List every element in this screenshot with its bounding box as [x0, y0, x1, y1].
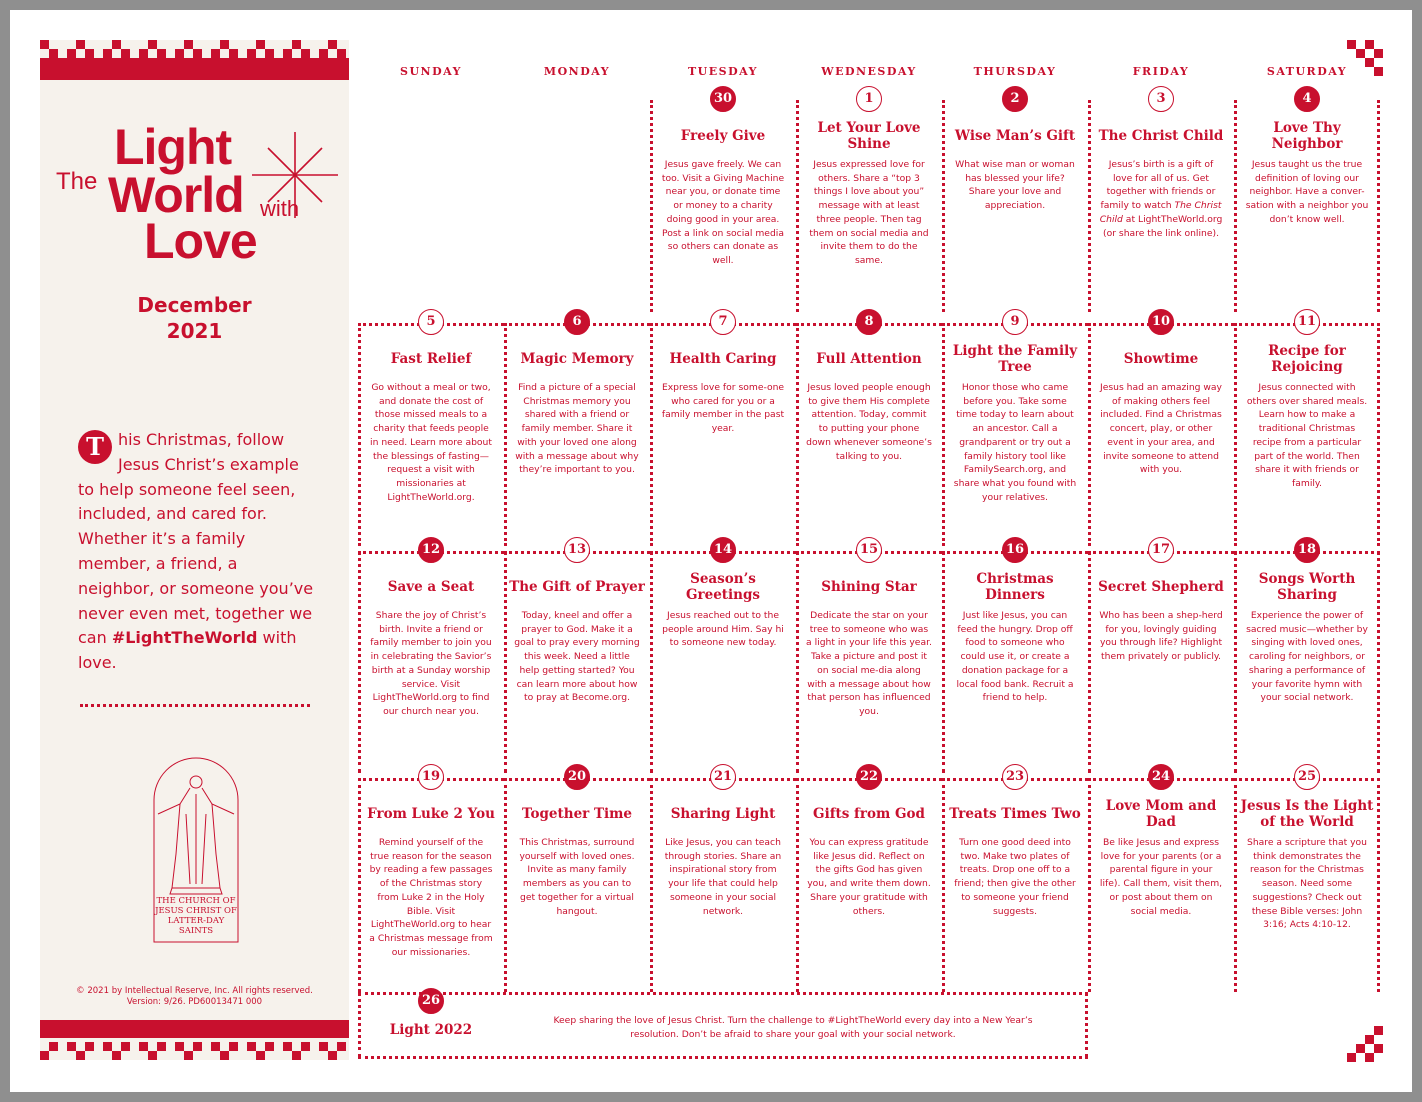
- cell-border-right: [1377, 551, 1380, 773]
- day-description: [514, 836, 640, 918]
- day-description-text: Jesus reached out to the people around Him. Say hi to someone new today.: [662, 610, 784, 649]
- day-description: [1244, 836, 1370, 932]
- day-description-text: Turn one good deed into two. Make two plates of treats. Drop one off to a friend; then give the other to someone your friend suggests.: [954, 837, 1076, 917]
- day-description: [806, 609, 932, 719]
- day-description-text: Like Jesus, you can teach through stories. Share an inspirational story from your life that could help someone in your social network.: [664, 837, 782, 917]
- day-description: [806, 381, 932, 463]
- day-header-tuesday: TUESDAY: [688, 65, 758, 78]
- cell-border-top: [358, 992, 1088, 995]
- date-number-badge: 20: [564, 764, 590, 790]
- day-description-text: Share the joy of Christ’s birth. Invite a friend or family member to join you in celebrating the Savior’s birth at a Sunday worship service. Visit LightTheWorld.org to find our church near you.: [370, 610, 492, 717]
- checker-corner-bottom-right: [1347, 1026, 1383, 1062]
- day-header-friday: FRIDAY: [1132, 65, 1190, 78]
- day-description: [514, 381, 640, 477]
- logo-word-light: Light: [114, 119, 232, 175]
- date-number-badge: 15: [856, 537, 882, 563]
- sidebar-panel: [40, 40, 349, 1060]
- day-title: Season’s Greetings: [685, 571, 761, 603]
- logo-word-love: Love: [144, 213, 257, 269]
- date-number-badge: 21: [710, 764, 736, 790]
- day-cell-23: [942, 769, 1088, 992]
- date-number-badge: 16: [1002, 537, 1028, 563]
- day-title: Love Thy Neighbor: [1271, 120, 1343, 152]
- day-header-monday: MONDAY: [543, 65, 611, 78]
- cell-border-left: [1088, 100, 1091, 312]
- day-cell-7: [650, 314, 796, 546]
- day-cell-13: [504, 542, 650, 773]
- day-description: [368, 381, 494, 504]
- intro-text: his Christmas, follow Jesus Christ’s example to help someone feel seen, included, and cared for. Whether it’s a family member, a friend, a neighbor, or someone you’ve never even met, together we can: [78, 430, 314, 648]
- logo-word-the: The: [56, 168, 98, 195]
- day-cell-24: [1088, 769, 1234, 992]
- day-description: [660, 609, 786, 650]
- day-description-text: Jesus taught us the true definition of loving our neighbor. Have a conver-sation with a neighbor you don’t know well.: [1245, 159, 1369, 225]
- day-title: Magic Memory: [520, 351, 634, 367]
- date-number-badge: 9: [1002, 309, 1028, 335]
- date-number-badge: 30: [710, 86, 736, 112]
- day-description: [368, 836, 494, 959]
- day-title: Showtime: [1123, 351, 1199, 367]
- cell-border-right: [1377, 323, 1380, 546]
- church-name: THE CHURCH OF JESUS CHRIST OF LATTER-DAY SAINTS: [155, 896, 237, 936]
- day-description: Keep sharing the love of Jesus Christ. Turn the challenge to #LightTheWorld every day into a New Year’s resolution. Don’t be afraid to share your goal with your social network.: [553, 1015, 1033, 1040]
- day-cell-2: [942, 91, 1088, 312]
- date-number-badge: 22: [856, 764, 882, 790]
- day-title: Together Time: [521, 806, 633, 822]
- date-number-badge: 26: [418, 988, 444, 1014]
- date-number-badge: 17: [1148, 537, 1174, 563]
- date-number-badge: 3: [1148, 86, 1174, 112]
- day-cell-8: [796, 314, 942, 546]
- date-number-badge: 5: [418, 309, 444, 335]
- day-cell-14: [650, 542, 796, 773]
- date-number-badge: 10: [1148, 309, 1174, 335]
- day-description-text: Be like Jesus and express love for your parents (or a parental figure in your life). Call them, visit them, or post about them on social media.: [1099, 837, 1223, 917]
- day-cell-20: [504, 769, 650, 992]
- day-description-text: Jesus loved people enough to give them His complete attention. Today, commit to putting your phone down whenever someone’s talking to you.: [806, 382, 932, 462]
- day-description-text: Express love for some-one who cared for you or a family member in the past year.: [661, 382, 785, 435]
- day-description: [1244, 158, 1370, 227]
- day-title: Light 2022: [389, 1022, 473, 1038]
- day-title: Wise Man’s Gift: [954, 128, 1076, 144]
- day-cell-18: [1234, 542, 1380, 773]
- date-number-badge: 7: [710, 309, 736, 335]
- day-description-text: Experience the power of sacred music—whether by singing with loved ones, caroling for neighbors, or sharing a performance of your favorite hymn with your social network.: [1246, 610, 1368, 704]
- cell-border-bottom: [358, 1056, 1088, 1059]
- day-description-text: Find a picture of a special Christmas memory you shared with a friend or family member. Share it with your loved one along with a message about why they’re important to you.: [515, 382, 639, 476]
- date-number-badge: 25: [1294, 764, 1320, 790]
- intro-tail: with love.: [78, 628, 297, 673]
- day-title: Jesus Is the Light of the World: [1240, 798, 1374, 830]
- cell-border-right: [1377, 778, 1380, 992]
- day-description: [952, 836, 1078, 918]
- day-title: The Christ Child: [1098, 128, 1224, 144]
- day-description-text: Go without a meal or two, and donate the cost of those missed meals to a charity that feeds people in need. Learn more about the blessings of fasting—request a visit with missionaries at LightTheWorld.org.: [370, 382, 492, 503]
- cell-border-left: [1088, 551, 1091, 773]
- day-description: [514, 609, 640, 705]
- day-title: Gifts from God: [813, 806, 925, 822]
- day-cell-4: [1234, 91, 1380, 312]
- cell-border-left: [1088, 323, 1091, 546]
- day-cell-15: [796, 542, 942, 773]
- day-description-text: This Christmas, surround yourself with loved ones. Invite as many family members as you can to get together for a virtual hangout.: [519, 837, 635, 917]
- day-description-text: Share a scripture that you think demonstrates the reason for the Christmas season. Need some suggestions? Check out these Bible verses: John 3:16; Acts 4:10-12.: [1246, 837, 1368, 931]
- date-number-badge: 4: [1294, 86, 1320, 112]
- day-description-text: Jesus’s birth is a gift of love for all of us. Get together with friends or family to watch: [1100, 159, 1216, 212]
- day-description-text: Honor those who came before you. Take some time today to learn about an ancestor. Call a grandparent or try out a family history tool like FamilySearch.org, and share what you found with your relatives.: [953, 382, 1077, 503]
- cell-border-left: [1234, 323, 1237, 546]
- day-description: [368, 609, 494, 719]
- day-title: Freely Give: [680, 128, 766, 144]
- day-description: [1098, 158, 1224, 240]
- calendar-page: [10, 10, 1412, 1092]
- month-label: December: [137, 293, 252, 317]
- day-header-sunday: SUNDAY: [400, 65, 462, 78]
- cell-border-left: [650, 100, 653, 312]
- dotted-divider: [80, 704, 310, 707]
- day-cell-16: [942, 542, 1088, 773]
- day-cell-12: [358, 542, 504, 773]
- date-number-badge: 18: [1294, 537, 1320, 563]
- cell-border-left: [942, 100, 945, 312]
- logo-word-world: World: [108, 167, 244, 223]
- date-number-badge: 24: [1148, 764, 1174, 790]
- day-description-text: Who has been a shep-herd for you, lovingly guiding you through life? Highlight them privately or publicly.: [1099, 610, 1223, 663]
- day-description: [952, 609, 1078, 705]
- day-title: Sharing Light: [670, 806, 776, 822]
- day-description-tail: at LightTheWorld.org (or share the link online).: [1103, 213, 1223, 239]
- day-description: [1244, 381, 1370, 491]
- version-line: Version: 9/26. PD60013471 000: [126, 997, 263, 1007]
- cell-border-left: [796, 778, 799, 992]
- date-number-badge: 14: [710, 537, 736, 563]
- checker-border-bottom: [40, 1020, 349, 1060]
- day-description-text: Jesus connected with others over shared meals. Learn how to make a traditional Christmas recipe from a particular part of the world. Then share it with friends or family.: [1246, 382, 1368, 489]
- date-number-badge: 1: [856, 86, 882, 112]
- day-description: [806, 836, 932, 918]
- day-header-thursday: THURSDAY: [973, 65, 1057, 78]
- year-label: 2021: [166, 319, 223, 343]
- day-title: The Gift of Prayer: [509, 579, 645, 595]
- day-title: Christmas Dinners: [976, 571, 1054, 603]
- cell-border-left: [942, 323, 945, 546]
- date-number-badge: 23: [1002, 764, 1028, 790]
- day-description: [660, 158, 786, 268]
- date-number-badge: 13: [564, 537, 590, 563]
- day-title: Fast Relief: [390, 351, 472, 367]
- cell-border-left: [1234, 778, 1237, 992]
- day-title: Love Mom and Dad: [1105, 798, 1217, 830]
- day-description: [1098, 381, 1224, 477]
- copyright-notice: [40, 986, 349, 1008]
- cell-border-left: [796, 100, 799, 312]
- light-the-world-logo: [50, 120, 340, 270]
- cell-border-right: [1377, 100, 1380, 312]
- day-title: Songs Worth Sharing: [1258, 571, 1356, 603]
- day-title: Light the Family Tree: [952, 343, 1078, 375]
- cell-border-left: [358, 323, 361, 546]
- day-cell-17: [1088, 542, 1234, 773]
- day-title: From Luke 2 You: [367, 806, 495, 822]
- date-number-badge: 2: [1002, 86, 1028, 112]
- day-cell-25: [1234, 769, 1380, 992]
- cell-border-left: [1234, 100, 1237, 312]
- day-cell-21: [650, 769, 796, 992]
- cell-border-left: [1234, 551, 1237, 773]
- cell-border-left: [1088, 778, 1091, 992]
- day-description: [660, 836, 786, 918]
- day-description-text: Jesus expressed love for others. Share a “top 3 things I love about you” message with at least three people. Then tag them on social media and invite them to do the same.: [809, 159, 929, 266]
- star-icon: [250, 130, 340, 220]
- cell-border-left: [358, 992, 361, 1058]
- day-cell-9: [942, 314, 1088, 546]
- day-description-text: Dedicate the star on your tree to someone who was a light in your life this year. Take a picture and post it on social me-dia along with a message about how that person has influenced you.: [806, 610, 932, 717]
- intro-hashtag: #LightTheWorld: [111, 628, 258, 648]
- day-cell-11: [1234, 314, 1380, 546]
- day-description: [806, 158, 932, 268]
- day-description-italic: The Christ Child: [1099, 200, 1222, 225]
- day-cell-26: [358, 992, 1088, 1058]
- day-cell-19: [358, 769, 504, 992]
- day-description: [660, 381, 786, 436]
- day-description: [1244, 609, 1370, 705]
- day-title: Secret Shepherd: [1098, 579, 1224, 595]
- date-number-badge: 12: [418, 537, 444, 563]
- cell-border-left: [504, 778, 507, 992]
- day-title: Health Caring: [669, 351, 777, 367]
- day-title: Full Attention: [816, 351, 922, 367]
- date-number-badge: 8: [856, 309, 882, 335]
- cell-border-left: [650, 551, 653, 773]
- copyright-line: © 2021 by Intellectual Reserve, Inc. All rights reserved.: [76, 986, 313, 996]
- day-description: [952, 158, 1078, 213]
- cell-border-left: [942, 778, 945, 992]
- day-description-text: Today, kneel and offer a prayer to God. Make it a goal to pray every morning this week. Need a little help getting started? You can learn more about how to pray at Become.org.: [514, 610, 640, 704]
- cell-border-left: [650, 323, 653, 546]
- day-cell-30: [650, 91, 796, 312]
- cell-border-left: [942, 551, 945, 773]
- day-description-text: What wise man or woman has blessed your life? Share your love and appreciation.: [955, 159, 1075, 212]
- day-title: Recipe for Rejoicing: [1268, 343, 1346, 375]
- day-cell-5: [358, 314, 504, 546]
- day-description-text: Jesus gave freely. We can too. Visit a Giving Machine near you, or donate time or money to a charity doing good in your area. Post a link on social media so others can donate as well.: [661, 159, 785, 266]
- church-logo-christus-icon: [150, 754, 242, 944]
- day-title: Treats Times Two: [949, 806, 1081, 822]
- day-header-wednesday: WEDNESDAY: [821, 65, 917, 78]
- date-number-badge: 19: [418, 764, 444, 790]
- cell-border-left: [796, 551, 799, 773]
- day-header-saturday: SATURDAY: [1266, 65, 1348, 78]
- month-year-heading: [40, 292, 349, 344]
- day-title: Save a Seat: [387, 579, 475, 595]
- cell-border-right: [1085, 992, 1088, 1058]
- day-cell-3: [1088, 91, 1234, 312]
- cell-border-left: [504, 323, 507, 546]
- intro-paragraph: [78, 428, 318, 676]
- day-description: [1098, 836, 1224, 918]
- day-cell-10: [1088, 314, 1234, 546]
- logo-word-with: with: [260, 196, 300, 221]
- day-description-text: Jesus had an amazing way of making others feel included. Find a Christmas concert, play, or other event in your area, and invite someone to attend with you.: [1100, 382, 1222, 476]
- day-description: [1098, 609, 1224, 664]
- cell-border-left: [358, 778, 361, 992]
- day-description-text: Remind yourself of the true reason for the season by reading a few passages of the Christmas story from Luke 2 in the Holy Bible. Visit LightTheWorld.org to hear a Christmas message from our missionaries.: [369, 837, 493, 958]
- date-number-badge: 6: [564, 309, 590, 335]
- cell-border-left: [504, 551, 507, 773]
- cell-border-left: [650, 778, 653, 992]
- day-cell-1: [796, 91, 942, 312]
- cell-border-left: [358, 551, 361, 773]
- checker-border-top: [40, 40, 349, 80]
- day-cell-6: [504, 314, 650, 546]
- cell-border-left: [796, 323, 799, 546]
- day-title: Shining Star: [821, 579, 917, 595]
- dropcap-letter: T: [78, 430, 112, 464]
- day-title: Let Your Love Shine: [817, 120, 921, 152]
- day-description-text: Just like Jesus, you can feed the hungry. Drop off food to someone who could use it, or create a donation package for a local food bank. Recruit a friend to help.: [956, 610, 1074, 704]
- date-number-badge: 11: [1294, 309, 1320, 335]
- day-cell-22: [796, 769, 942, 992]
- day-description: [952, 381, 1078, 504]
- day-description-text: You can express gratitude like Jesus did. Reflect on the gifts God has given you, and write them down. Share your gratitude with others.: [807, 837, 931, 917]
